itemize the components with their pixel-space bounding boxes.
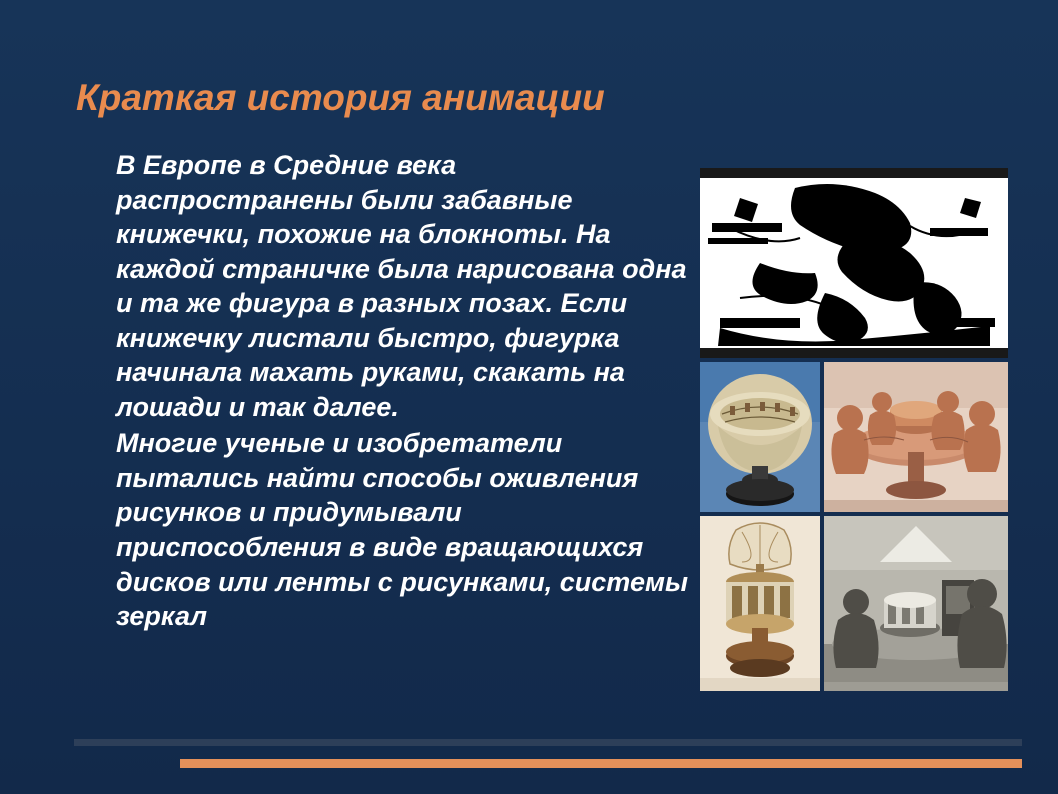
divider-bar bbox=[74, 739, 1022, 746]
zoetrope-drum-image bbox=[700, 362, 820, 512]
gallery-row-bottom bbox=[700, 516, 1008, 691]
flipbook-engraving-image bbox=[700, 168, 1008, 358]
gallery-row-middle bbox=[700, 362, 1008, 512]
magic-lantern-projection-image bbox=[824, 516, 1008, 691]
page-title: Краткая история анимации bbox=[76, 77, 605, 118]
praxinoscope-table-scene-image bbox=[824, 362, 1008, 512]
praxinoscope-lamp-image bbox=[700, 516, 820, 691]
slide-body bbox=[78, 148, 688, 636]
paragraph-2: Многие ученые и изобретатели пытались найти способы оживления рисунков и придумывали приспособления в виде вращающихся дисков или ленты с рисунками, системы зеркал bbox=[116, 428, 689, 632]
image-gallery bbox=[700, 168, 1008, 691]
paragraph-1: В Европе в Средние века распространены были забавные книжечки, похожие на блокноты. На каждой страничке была нарисована одна и та же фигура в разных позах. Если книжечку листали быстро, фигурка начинала махать руками, скакать на лошади и так далее. bbox=[116, 150, 687, 422]
accent-bar bbox=[180, 759, 1022, 768]
